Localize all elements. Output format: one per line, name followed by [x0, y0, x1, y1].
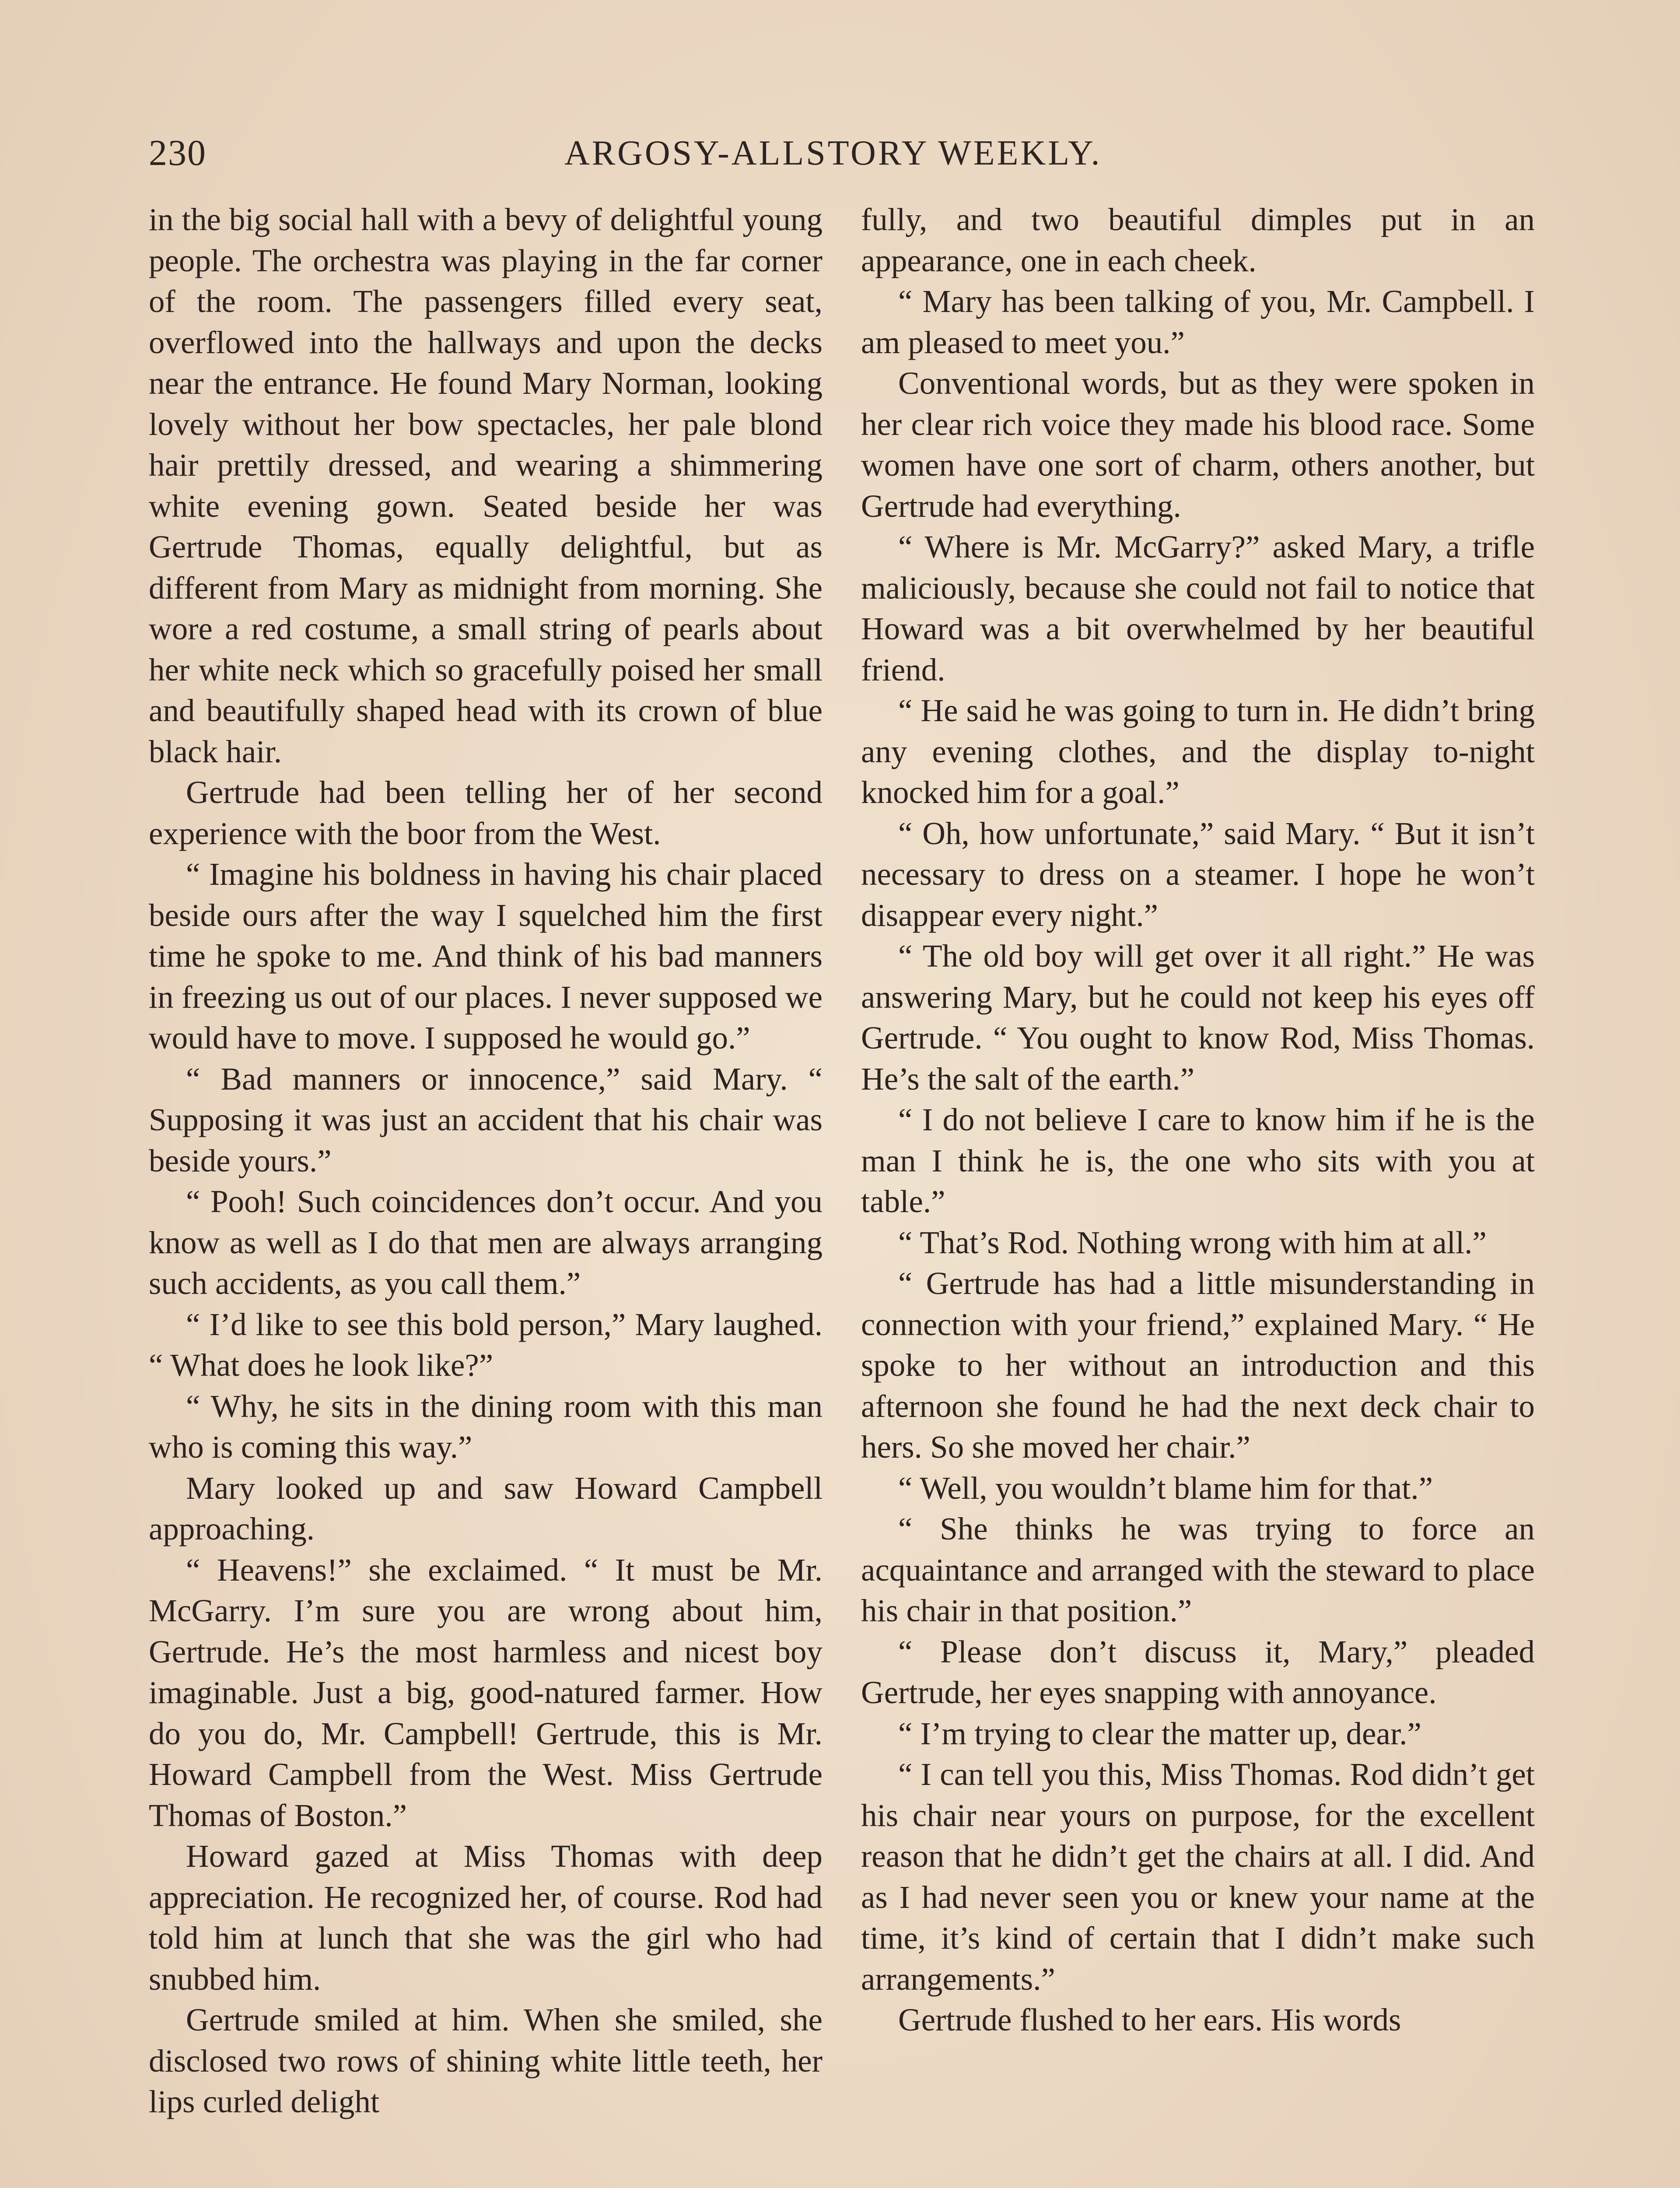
paragraph: “ Mary has been talking of you, Mr. Campbell. I am pleased to meet you.” — [861, 284, 1535, 360]
paragraph: Howard gazed at Miss Thomas with deep appreciation. He recognized her, of course. Rod had told him at lunch that she was the girl who had snubbed him. — [149, 1838, 822, 1997]
paragraph: “ That’s Rod. Nothing wrong with him at all.” — [898, 1224, 1487, 1260]
paragraph: Mary looked up and saw Howard Campbell approaching. — [149, 1470, 822, 1546]
paragraph: “ Please don’t discuss it, Mary,” pleaded Gertrude, her eyes snapping with annoyance. — [861, 1634, 1535, 1710]
paragraph: “ Where is Mr. McGarry?” asked Mary, a trifle maliciously, because she could not fail to notice that Howard was a bit overwhelmed by her beautiful friend. — [861, 529, 1535, 687]
paragraph: “ He said he was going to turn in. He didn’t bring any evening clothes, and the display to-night knocked him for a goal.” — [861, 693, 1535, 810]
paragraph: “ Pooh! Such coincidences don’t occur. And you know as well as I do that men are always arranging such accidents, as you call them.” — [149, 1184, 822, 1301]
paragraph: Conventional words, but as they were spoken in her clear rich voice they made his blood race. Some women have one sort of charm, others another, but Gertrude had everything. — [861, 365, 1535, 524]
paragraph: in the big social hall with a bevy of delightful young people. The orchestra was playing in the far corner of the room. The passengers filled every seat, overflowed into the hallways and upon the decks near the entrance. He found Mary Norman, looking lovely without her bow spectacles, her pale blond hair prettily dressed, and wearing a shimmering white evening gown. Seated beside her was Gertrude Thomas, equally delightful, but as different from Mary as midnight from morning. She wore a red costume, a small string of pearls about her white neck which so gracefully poised her small and beautifully shaped head with its crown of blue black hair. — [149, 202, 822, 769]
paragraph: “ I’m trying to clear the matter up, dear.” — [898, 1715, 1421, 1751]
paragraph: “ She thinks he was trying to force an acquaintance and arranged with the steward to place his chair in that position.” — [861, 1511, 1535, 1628]
paragraph: “ Heavens!” she exclaimed. “ It must be Mr. McGarry. I’m sure you are wrong about him, Gertrude. He’s the most harmless and nicest boy imaginable. Just a big, good-natured farmer. How do you do, Mr. Campbell! Gertrude, this is Mr. Howard Campbell from the West. Miss Gertrude Thomas of Boston.” — [149, 1552, 822, 1833]
paragraph: “ Why, he sits in the dining room with this man who is coming this way.” — [149, 1388, 822, 1465]
running-head: ARGOSY-ALLSTORY WEEKLY. — [564, 134, 1102, 172]
paragraph: “ I can tell you this, Miss Thomas. Rod didn’t get his chair near yours on purpose, for the excellent reason that he didn’t get the chairs at all. I did. And as I had never seen you or knew your name at the time, it’s kind of certain that I didn’t make such arrangements.” — [861, 1757, 1535, 1997]
paragraph: “ Bad manners or innocence,” said Mary. “ Supposing it was just an accident that his chair was beside yours.” — [149, 1061, 822, 1178]
paragraph: “ I do not believe I care to know him if he is the man I think he is, the one who sits with you at table.” — [861, 1102, 1535, 1219]
paragraph: Gertrude smiled at him. When she smiled, she disclosed two rows of shining white little teeth, her lips curled delight — [149, 2002, 822, 2119]
paragraph: “ Gertrude has had a little misunderstanding in connection with your friend,” explained Mary. “ He spoke to her without an introduction and this afternoon she found he had the next deck chair to hers. So she moved her chair.” — [861, 1266, 1535, 1465]
paragraph: fully, and two beautiful dimples put in an appearance, one in each cheek. — [861, 202, 1535, 278]
paragraph: “ Well, you wouldn’t blame him for that.” — [898, 1470, 1433, 1506]
paragraph: “ Imagine his boldness in having his chair placed beside ours after the way I squelched him the first time he spoke to me. And think of his bad manners in freezing us out of our places. I never supposed we would have to move. I supposed he would go.” — [149, 856, 822, 1055]
paragraph: “ The old boy will get over it all right.” He was answering Mary, but he could not keep his eyes off Gertrude. “ You ought to know Rod, Miss Thomas. He’s the salt of the earth.” — [861, 938, 1535, 1097]
paragraph: “ Oh, how unfortunate,” said Mary. “ But it isn’t necessary to dress on a steamer. I hope he won’t disappear every night.” — [861, 815, 1535, 933]
paragraph: Gertrude had been telling her of her second experience with the boor from the West. — [149, 775, 822, 851]
paragraph: “ I’d like to see this bold person,” Mary laughed. “ What does he look like?” — [149, 1306, 822, 1383]
paragraph: Gertrude flushed to her ears. His words — [898, 2002, 1401, 2037]
left-column — [149, 199, 822, 2188]
page-number: 230 — [149, 133, 206, 173]
right-column — [861, 199, 1535, 2188]
page-header — [149, 131, 1527, 175]
